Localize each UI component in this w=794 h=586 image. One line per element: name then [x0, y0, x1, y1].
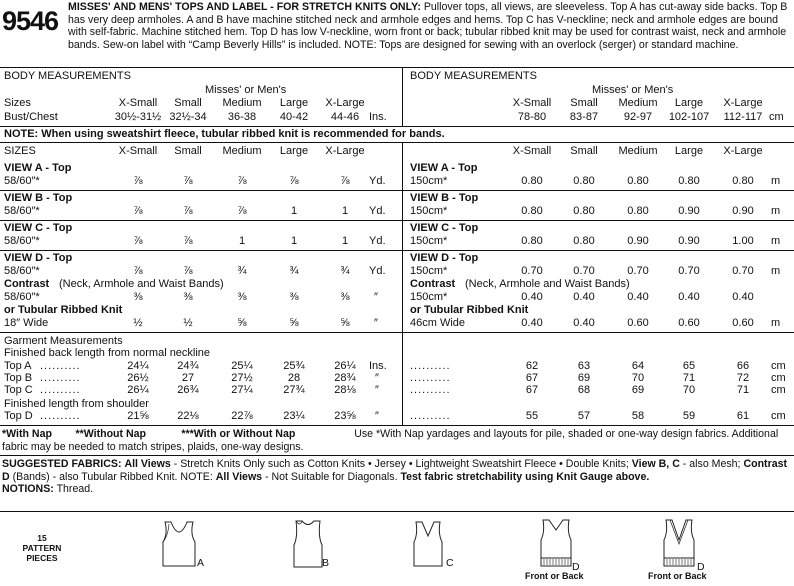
yardage-size-header: X-Small [118, 145, 158, 157]
v-neck-top-icon [408, 520, 448, 570]
garment-imperial-value: 22⅛ [177, 410, 199, 422]
body-size-header: X-Small [118, 97, 158, 109]
yardage-unit-metric: m [771, 235, 781, 247]
garment-row-label: Top B [4, 372, 33, 384]
yardage-metric-value: 0.70 [573, 265, 595, 277]
low-v-neck-top-icon [657, 518, 701, 568]
garment-imperial-value: 21⅝ [127, 410, 149, 422]
yardage-metric-value: 0.70 [732, 265, 754, 277]
body-measurements-title: BODY MEASUREMENTS [4, 70, 131, 82]
yardage-imperial-value: ⅞ [183, 265, 193, 277]
contrast-metric-value: 0.40 [627, 291, 649, 303]
garment-row-label: Top A [4, 360, 32, 372]
garment-metric-value: 61 [736, 410, 750, 422]
yardage-metric-value: 0.70 [678, 265, 700, 277]
sketch-view-c [408, 520, 448, 570]
size-group-label-metric: Misses' or Men's [592, 84, 674, 96]
pattern-description-text: Pullover tops, all views, are sleeveless. Top A has cut-away side backs. Top B has very deep armholes. A and B have machine stitched neck and armhole edges and hems. Top C has V-neckline; neck and armhole edges are bound with self-fabric. Machine stitched hem. Top D has low V-neckline, worn front or back; tubular ribbed knit may be used for contrast waist, neck and armhole bands. Sew-on label with “Camp Beverly Hills” is included. NOTE: Tops are designed for sewing with an overlock (serger) or standard machine. [68, 1, 788, 51]
body-size-header-metric: Small [570, 97, 598, 109]
garment-metric-value: 69 [631, 384, 645, 396]
garment-imperial-value: 23⅝ [334, 410, 356, 422]
view-label-metric: VIEW C - Top [410, 222, 479, 234]
body-size-header-metric: X-Large [723, 97, 763, 109]
dot-leader-metric: .......... [410, 410, 451, 422]
sketch-view-a [155, 520, 203, 570]
garment-metric-value: 63 [577, 360, 591, 372]
garment-unit: ″ [375, 384, 379, 396]
garment-unit-metric: cm [771, 360, 786, 372]
contrast-imperial-value: ⅜ [183, 291, 193, 303]
sketch-d2-letter: D [697, 561, 705, 573]
yardage-metric-value: 0.70 [521, 265, 543, 277]
yardage-size-header-metric: Medium [618, 145, 658, 157]
yardage-size-header-metric: Small [570, 145, 598, 157]
sketch-d2-caption: Front or Back [648, 571, 707, 581]
garment-imperial-value: 26¾ [177, 384, 199, 396]
yardage-imperial-value: ⅞ [183, 175, 193, 187]
yardage-metric-value: 0.80 [573, 175, 595, 187]
yardage-metric-value: 0.70 [627, 265, 649, 277]
divider [0, 126, 794, 127]
sketch-b-letter: B [322, 557, 330, 569]
divider [0, 425, 794, 426]
pattern-pieces-line2: PIECES [26, 553, 58, 563]
garment-imperial-value: 27¼ [231, 384, 253, 396]
view-label-metric: VIEW D - Top [410, 252, 479, 264]
ribbed-width: 18″ Wide [4, 317, 49, 329]
garment-metric-value: 70 [631, 372, 645, 384]
nap-notes [2, 428, 792, 453]
yardage-metric-value: 0.90 [627, 235, 649, 247]
dot-leader: .......... [40, 384, 81, 396]
yardage-sizes-label: SIZES [4, 145, 36, 157]
yardage-size-header: Large [279, 145, 309, 157]
dot-leader: .......... [40, 360, 81, 372]
ditto-mark: ″ [374, 317, 378, 329]
garment-title: Garment Measurements [4, 335, 123, 347]
yardage-metric-value: 0.80 [521, 205, 543, 217]
ribbed-imperial-value: ⅝ [340, 317, 350, 329]
ribbed-label: or Tubular Ribbed Knit [4, 304, 123, 316]
yardage-imperial-value: 1 [290, 205, 298, 217]
garment-metric-value: 67 [525, 372, 539, 384]
sizes-label: Sizes [4, 97, 31, 109]
garment-unit-metric: cm [771, 384, 786, 396]
contrast-width: 58/60″* [4, 291, 40, 303]
ribbed-metric-value: 0.60 [678, 317, 700, 329]
yardage-metric-value: 0.90 [678, 205, 700, 217]
contrast-detail-metric: (Neck, Armhole and Waist Bands) [465, 278, 630, 290]
garment-imperial-value: 26¼ [334, 360, 356, 372]
body-measurements-title-metric: BODY MEASUREMENTS [410, 70, 537, 82]
view-label: VIEW D - Top [4, 252, 73, 264]
body-size-header: Small [174, 97, 202, 109]
yardage-metric-value: 0.80 [521, 175, 543, 187]
garment-metric-value: 59 [682, 410, 696, 422]
sketch-c-letter: C [446, 557, 454, 569]
yardage-unit-metric: m [771, 205, 781, 217]
garment-imperial-value: 27½ [231, 372, 253, 384]
yardage-imperial-value: ⅞ [133, 205, 143, 217]
garment-imperial-value: 28⅛ [334, 384, 356, 396]
garment-unit-metric: cm [771, 372, 786, 384]
yardage-metric-value: 0.80 [521, 235, 543, 247]
fabrics-text-1: - Stretch Knits Only such as Cotton Knits • Jersey • Lightweight Sweatshirt Fleece • Double Knits; [170, 458, 629, 470]
yardage-unit: Yd. [369, 175, 386, 187]
yardage-imperial-value: 1 [341, 235, 349, 247]
body-size-header-metric: X-Small [512, 97, 552, 109]
body-imperial-value: 40-42 [279, 111, 309, 123]
garment-metric-value: 57 [577, 410, 591, 422]
body-size-header: Medium [222, 97, 262, 109]
fabrics-all-views: All Views [124, 458, 171, 470]
yardage-unit: Yd. [369, 205, 386, 217]
imperial-unit: Ins. [369, 111, 387, 123]
tank-top-icon [155, 520, 203, 570]
nap-instruction: Use *With Nap yardages and layouts for pile, shaded or one-way design fabrics. Additional fabric may be needed to match stripes, plaids, one-way designs. [2, 428, 779, 453]
garment-imperial-value: 22⅞ [231, 410, 253, 422]
body-metric-value: 112-117 [723, 111, 763, 123]
garment-imperial-value: 28 [287, 372, 301, 384]
body-imperial-value: 32½-34 [169, 111, 207, 123]
garment-imperial-value: 27¾ [283, 384, 305, 396]
garment-imperial-value: 24¼ [127, 360, 149, 372]
contrast-label: Contrast [4, 278, 50, 290]
garment-shoulder-label: Finished length from shoulder [4, 398, 149, 410]
garment-unit: ″ [375, 410, 379, 422]
yardage-metric-value: 0.80 [573, 205, 595, 217]
yardage-imperial-value: 1 [290, 235, 298, 247]
suggested-fabrics [2, 458, 792, 496]
garment-imperial-value: 27 [181, 372, 195, 384]
yardage-imperial-value: ⅞ [183, 205, 193, 217]
yardage-metric-value: 0.80 [627, 205, 649, 217]
body-imperial-value: 36-38 [227, 111, 257, 123]
contrast-detail: (Neck, Armhole and Waist Bands) [59, 278, 224, 290]
garment-metric-value: 71 [736, 384, 750, 396]
fabric-width: 58/60″* [4, 265, 40, 277]
column-divider [402, 143, 403, 425]
yardage-size-header: Small [174, 145, 202, 157]
yardage-imperial-value: ⅞ [133, 235, 143, 247]
garment-metric-value: 55 [525, 410, 539, 422]
garment-metric-value: 65 [682, 360, 696, 372]
garment-metric-value: 58 [631, 410, 645, 422]
fabric-width-metric: 150cm* [410, 265, 448, 277]
metric-unit: m [771, 317, 781, 329]
sketch-d1-letter: D [572, 561, 580, 573]
yardage-imperial-value: ⅞ [340, 175, 350, 187]
body-metric-value: 102-107 [668, 111, 710, 123]
garment-unit: Ins. [369, 360, 387, 372]
garment-metric-value: 62 [525, 360, 539, 372]
column-divider [402, 68, 403, 126]
garment-metric-value: 67 [525, 384, 539, 396]
dot-leader: .......... [40, 410, 81, 422]
yardage-imperial-value: ⅞ [183, 235, 193, 247]
yardage-imperial-value: 1 [238, 235, 246, 247]
contrast-imperial-value: ⅜ [133, 291, 143, 303]
garment-back-label: Finished back length from normal neckline [4, 347, 211, 359]
yardage-imperial-value: ⅞ [133, 175, 143, 187]
ribbed-imperial-value: ½ [133, 317, 143, 329]
yardage-size-header: X-Large [325, 145, 365, 157]
fabrics-view-bc: View B, C [631, 458, 680, 470]
pattern-pieces-label [12, 533, 72, 563]
yardage-metric-value: 0.80 [678, 175, 700, 187]
fabric-width: 58/60″* [4, 175, 40, 187]
body-imperial-value: 44-46 [330, 111, 360, 123]
body-metric-value: 78-80 [517, 111, 547, 123]
fabrics-text-2: - also Mesh; [679, 458, 741, 470]
garment-metric-value: 68 [577, 384, 591, 396]
yardage-imperial-value: ⅞ [237, 175, 247, 187]
fabrics-all-views-2: All Views [215, 470, 263, 483]
sketch-a-letter: A [197, 557, 205, 569]
notions-text: Thread. [56, 483, 94, 496]
contrast-metric-value: 0.40 [678, 291, 700, 303]
yardage-unit-metric: m [771, 175, 781, 187]
fabrics-gauge: Test fabric stretchability using Knit Gauge above. [400, 470, 650, 483]
sketch-view-d-2 [657, 518, 701, 568]
yardage-metric-value: 0.80 [573, 235, 595, 247]
garment-row-label: Top D [4, 410, 33, 422]
yardage-size-header-metric: X-Small [512, 145, 552, 157]
view-label: VIEW A - Top [4, 162, 72, 174]
garment-row-label: Top C [4, 384, 33, 396]
fabric-width-metric: 150cm* [410, 235, 448, 247]
row-divider [0, 250, 794, 251]
yardage-imperial-value: ⅞ [289, 175, 299, 187]
yardage-unit: Yd. [369, 265, 386, 277]
contrast-imperial-value: ⅜ [340, 291, 350, 303]
body-size-header-metric: Large [674, 97, 704, 109]
yardage-imperial-value: ⅞ [133, 265, 143, 277]
row-divider [0, 332, 794, 333]
garment-metric-value: 69 [577, 372, 591, 384]
garment-imperial-value: 23¼ [283, 410, 305, 422]
yardage-size-header-metric: Large [674, 145, 704, 157]
dot-leader-metric: .......... [410, 360, 451, 372]
ribbed-imperial-value: ½ [183, 317, 193, 329]
garment-metric-value: 66 [736, 360, 750, 372]
yardage-metric-value: 0.90 [678, 235, 700, 247]
ribbed-metric-value: 0.40 [521, 317, 543, 329]
garment-imperial-value: 25¾ [283, 360, 305, 372]
note-sweatshirt: NOTE: When using sweatshirt fleece, tubular ribbed knit is recommended for bands. [4, 128, 445, 140]
body-imperial-value: 30½-31½ [114, 111, 162, 123]
view-label-metric: VIEW A - Top [410, 162, 478, 174]
contrast-width-metric: 150cm* [410, 291, 448, 303]
fabrics-label: SUGGESTED FABRICS: [2, 458, 122, 470]
ribbed-imperial-value: ⅝ [289, 317, 299, 329]
with-nap: *With Nap [2, 428, 52, 440]
pattern-pieces-count: 15 [37, 533, 47, 543]
yardage-metric-value: 0.80 [732, 175, 754, 187]
dot-leader-metric: .......... [410, 372, 451, 384]
ribbed-label-metric: or Tubular Ribbed Knit [410, 304, 529, 316]
contrast-metric-value: 0.40 [521, 291, 543, 303]
garment-unit: ″ [375, 372, 379, 384]
fabrics-text-3: (Bands) - also Tubular Ribbed Knit. NOTE: [9, 470, 213, 483]
pattern-title: MISSES' AND MENS' TOPS AND LABEL - FOR STRETCH KNITS ONLY: [68, 1, 421, 13]
divider [0, 142, 794, 143]
yardage-imperial-value: ¾ [289, 265, 299, 277]
body-metric-value: 92-97 [623, 111, 653, 123]
pattern-number: 9546 [2, 6, 59, 36]
fabrics-text-4: - Not Suitable for Diagonals. [262, 470, 398, 483]
garment-metric-value: 72 [736, 372, 750, 384]
fabrics-contrast-d: Contrast D [2, 458, 788, 483]
divider [0, 67, 794, 68]
dot-leader: .......... [40, 372, 81, 384]
ribbed-width-metric: 46cm Wide [410, 317, 466, 329]
sketch-d1-caption: Front or Back [525, 571, 584, 581]
view-label-metric: VIEW B - Top [410, 192, 479, 204]
ditto-mark: ″ [374, 291, 378, 303]
yardage-size-header: Medium [222, 145, 262, 157]
yardage-unit: Yd. [369, 235, 386, 247]
row-divider [0, 220, 794, 221]
fabric-width: 58/60″* [4, 235, 40, 247]
ribbed-metric-value: 0.60 [732, 317, 754, 329]
with-or-without-nap: ***With or Without Nap [181, 428, 296, 440]
garment-metric-value: 64 [631, 360, 645, 372]
garment-imperial-value: 26¼ [127, 384, 149, 396]
pattern-pieces-line1: PATTERN [22, 543, 62, 553]
garment-imperial-value: 26½ [127, 372, 149, 384]
notions-label: NOTIONS: [2, 483, 54, 496]
pattern-description [68, 1, 790, 51]
contrast-imperial-value: ⅜ [289, 291, 299, 303]
body-size-header: Large [279, 97, 309, 109]
view-label: VIEW C - Top [4, 222, 73, 234]
body-size-header: X-Large [325, 97, 365, 109]
fabric-width-metric: 150cm* [410, 205, 448, 217]
without-nap: **Without Nap [75, 428, 147, 440]
garment-metric-value: 71 [682, 372, 696, 384]
garment-imperial-value: 24¾ [177, 360, 199, 372]
view-label: VIEW B - Top [4, 192, 73, 204]
contrast-imperial-value: ⅜ [237, 291, 247, 303]
ribbed-imperial-value: ⅝ [237, 317, 247, 329]
contrast-metric-value: 0.40 [732, 291, 754, 303]
contrast-metric-value: 0.40 [573, 291, 595, 303]
divider [0, 455, 794, 456]
size-group-label: Misses' or Men's [205, 84, 287, 96]
fabric-width: 58/60″* [4, 205, 40, 217]
garment-metric-value: 70 [682, 384, 696, 396]
yardage-metric-value: 0.80 [627, 175, 649, 187]
yardage-metric-value: 0.90 [732, 205, 754, 217]
ribbed-metric-value: 0.60 [627, 317, 649, 329]
fabric-width-metric: 150cm* [410, 175, 448, 187]
ribbed-metric-value: 0.40 [573, 317, 595, 329]
body-size-header-metric: Medium [618, 97, 658, 109]
garment-imperial-value: 28¾ [334, 372, 356, 384]
row-divider [0, 190, 794, 191]
yardage-metric-value: 1.00 [732, 235, 754, 247]
yardage-imperial-value: ¾ [340, 265, 350, 277]
garment-unit-metric: cm [771, 410, 786, 422]
yardage-imperial-value: 1 [341, 205, 349, 217]
yardage-imperial-value: ⅞ [237, 205, 247, 217]
bust-chest-label: Bust/Chest [4, 111, 58, 123]
garment-imperial-value: 25¼ [231, 360, 253, 372]
body-metric-value: 83-87 [569, 111, 599, 123]
yardage-size-header-metric: X-Large [723, 145, 763, 157]
contrast-label-metric: Contrast [410, 278, 456, 290]
yardage-imperial-value: ¾ [237, 265, 247, 277]
divider [0, 511, 794, 512]
dot-leader-metric: .......... [410, 384, 451, 396]
metric-unit: cm [769, 111, 784, 123]
yardage-unit-metric: m [771, 265, 781, 277]
